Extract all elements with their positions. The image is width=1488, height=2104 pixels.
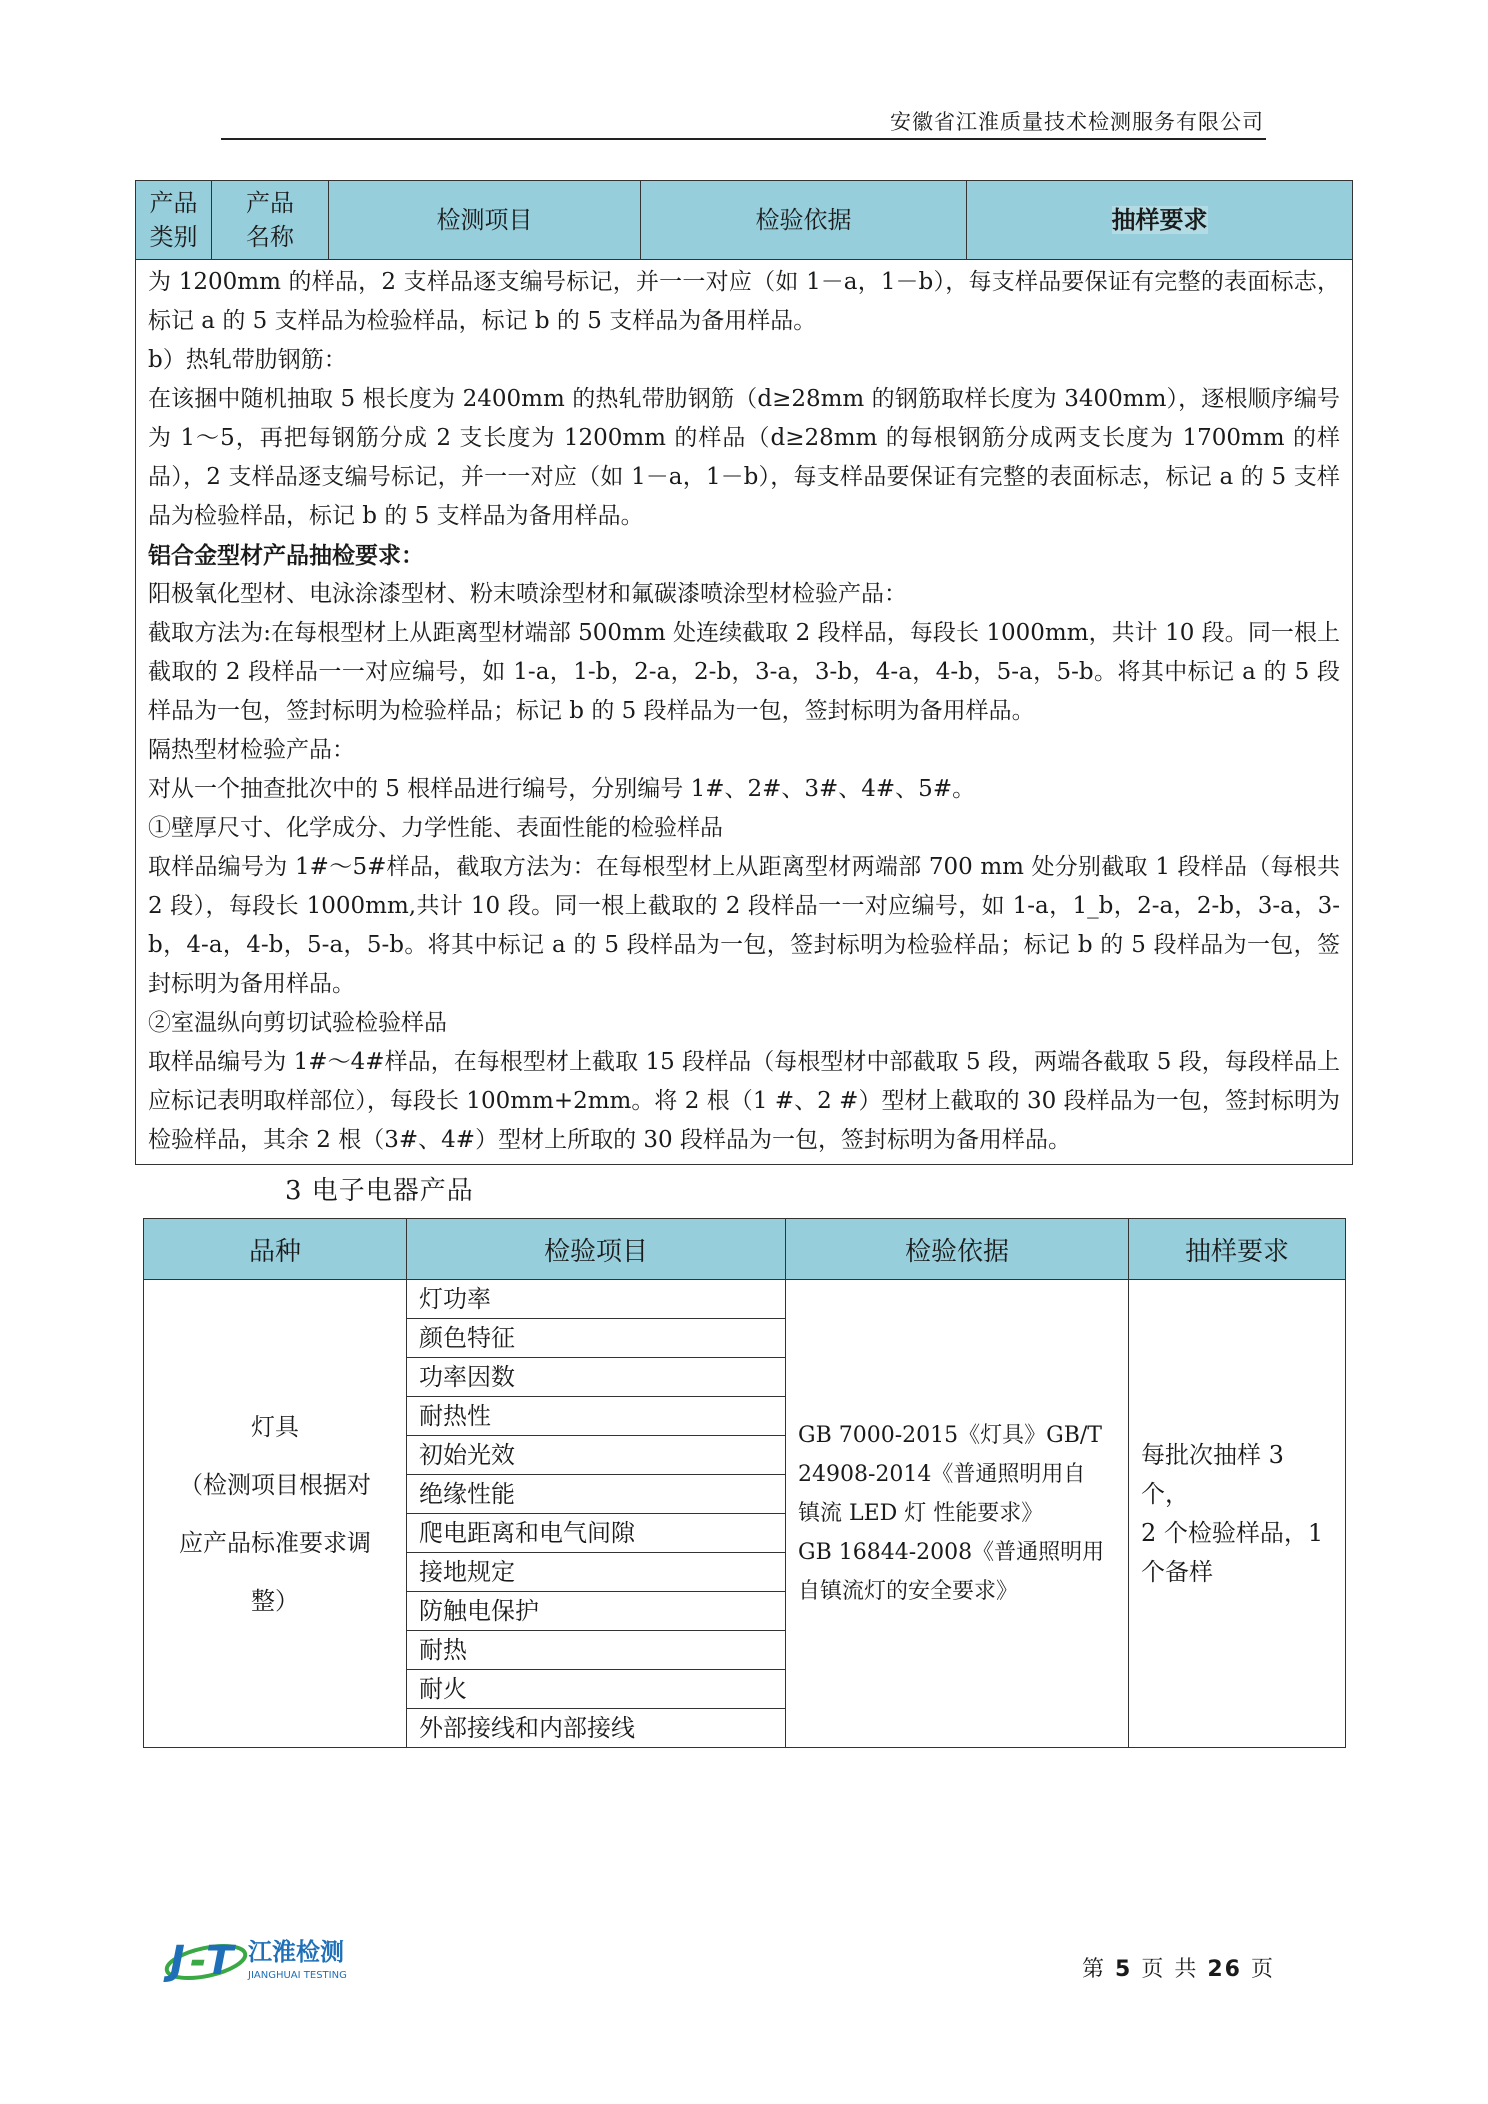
table-header-row [144,1219,1346,1280]
sampling-text-cell [136,260,1353,1165]
paragraph: 隔热型材检验产品： [148,737,355,763]
col-variety: 品种 [144,1219,407,1280]
sampling-requirement-cell [1129,1280,1346,1748]
sampling-requirements-table [135,180,1353,1165]
table-body-row [136,260,1353,1165]
paragraph: 截取方法为:在每根型材上从距离型材端部 500mm 处连续截取 2 段样品，每段长 1000mm，共计 10 段。同一根上截取的 2 段样品一一对应编号，如 1-a，1-b，2-a，2-b，3-a，3-b，4-a，4-b，5-a，5-b。将其中标记 a 的 5 段样品为一包，签封标明为检验样品；标记 b 的 5 段样品为一包，签封标明为备用样品。 [148,620,1340,724]
col-test-items: 检验项目 [407,1219,786,1280]
table-row [144,1280,1346,1319]
col-sampling-requirements [967,181,1353,260]
test-item-cell: 绝缘性能 [407,1475,786,1514]
page-current: 5 [1115,1957,1133,1982]
electrical-products-table [143,1218,1346,1748]
basis-line: GB 16844-2008《普通照明用 [798,1540,1105,1565]
svg-text:JIANGHUAI TESTING: JIANGHUAI TESTING [248,1970,347,1981]
col-test-basis: 检验依据 [786,1219,1129,1280]
paragraph: ②室温纵向剪切试验检验样品 [148,1010,447,1036]
page-number [1082,1952,1275,1983]
test-item-cell: 爬电距离和电气间隙 [407,1514,786,1553]
page-total: 26 [1207,1957,1242,1982]
requirement-line: 个备样 [1141,1557,1213,1586]
paragraph: 为 1200mm 的样品，2 支样品逐支编号标记，并一一对应（如 1－a，1－b），每支样品要保证有完整的表面标志，标记 a 的 5 支样品为检验样品，标记 b 的 5 支样品为备用样品。 [148,269,1340,334]
svg-text:T: T [206,1938,234,1984]
paragraph: ①壁厚尺寸、化学成分、力学性能、表面性能的检验样品 [148,815,723,841]
test-item-cell: 耐火 [407,1670,786,1709]
test-basis-cell [786,1280,1129,1748]
basis-line: 24908-2014《普通照明用自 [798,1462,1086,1487]
page-middle: 页 共 [1141,1957,1199,1982]
paragraph: 阳极氧化型材、电泳涂漆型材、粉末喷涂型材和氟碳漆喷涂型材检验产品： [148,581,907,607]
test-item-cell: 灯功率 [407,1280,786,1319]
page-prefix: 第 [1082,1957,1107,1982]
svg-text:-: - [190,1938,207,1984]
section-title: 3 电子电器产品 [285,1176,474,1206]
paragraph: 取样品编号为 1#～5#样品，截取方法为：在每根型材上从距离型材两端部 700 mm 处分别截取 1 段样品（每根共 2 段），每段长 1000mm,共计 10 段。同一根上截取的 2 段样品一一对应编号，如 1-a，1_b，2-a，2-b，3-a，3-b，4-a，4-b，5-a，5-b。将其中标记 a 的 5 段样品为一包，签封标明为检验样品；标记 b 的 5 段样品为一包，签封标明为备用样品。 [148,854,1340,997]
company-header: 安徽省江淮质量技术检测服务有限公司 [890,110,1264,134]
test-item-cell: 耐热 [407,1631,786,1670]
col-test-basis: 检验依据 [641,181,967,260]
variety-line: （检测项目根据对 [179,1470,371,1499]
header-sampling-requirements: 抽样要求 [1111,206,1208,234]
header-product-name: 产品 名称 [246,189,294,251]
test-item-cell: 颜色特征 [407,1319,786,1358]
basis-line: 镇流 LED 灯 性能要求》 [798,1501,1044,1526]
test-item-cell: 外部接线和内部接线 [407,1709,786,1748]
col-product-category [136,181,212,260]
variety-cell [144,1280,407,1748]
col-product-name [212,181,329,260]
table-body [144,1280,1346,1748]
paragraph: b）热轧带肋钢筋： [148,347,347,373]
col-test-items: 检测项目 [329,181,641,260]
page-suffix: 页 [1250,1957,1275,1982]
svg-text:J: J [170,1938,185,1984]
table-header-row [136,181,1353,260]
variety-line: 应产品标准要求调 [179,1528,371,1557]
test-item-cell: 接地规定 [407,1553,786,1592]
company-logo [162,1924,372,1998]
test-item-cell: 防触电保护 [407,1592,786,1631]
requirement-line: 2 个检验样品，1 [1141,1518,1324,1547]
paragraph: 在该捆中随机抽取 5 根长度为 2400mm 的热轧带肋钢筋（d≥28mm 的钢筋取样长度为 3400mm），逐根顺序编号为 1～5，再把每钢筋分成 2 支长度为 1200mm 的样品（d≥28mm 的每根钢筋分成两支长度为 1700mm 的样品），2 支样品逐支编号标记，并一一对应（如 1－a，1－b），每支样品要保证有完整的表面标志，标记 a 的 5 支样品为检验样品，标记 b 的 5 支样品为备用样品。 [148,386,1340,529]
basis-line: GB 7000-2015《灯具》GB/T [798,1423,1102,1448]
basis-line: 自镇流灯的安全要求》 [798,1579,1019,1604]
svg-text:江淮检测: 江淮检测 [248,1938,344,1966]
test-item-cell: 耐热性 [407,1397,786,1436]
paragraph: 取样品编号为 1#～4#样品，在每根型材上截取 15 段样品（每根型材中部截取 5 段，两端各截取 5 段，每段样品上应标记表明取样部位），每段长 100mm+2mm。将 2 根（1 #、2 #）型材上截取的 30 段样品为一包，签封标明为检验样品，其余 2 根（3#、4#）型材上所取的 30 段样品为一包，签封标明为备用样品。 [148,1049,1340,1153]
paragraph-heading: 铝合金型材产品抽检要求： [148,542,424,569]
requirement-line: 每批次抽样 3 个， [1141,1440,1284,1508]
col-sampling-requirements: 抽样要求 [1129,1219,1346,1280]
header-rule [221,138,1266,140]
header-product-category: 产品 类别 [149,189,198,251]
variety-line: 整） [251,1586,299,1615]
test-item-cell: 初始光效 [407,1436,786,1475]
test-item-cell: 功率因数 [407,1358,786,1397]
paragraph: 对从一个抽查批次中的 5 根样品进行编号，分别编号 1#、2#、3#、4#、5#。 [148,776,976,802]
variety-line: 灯具 [251,1412,299,1441]
jianghuai-logo-icon [162,1924,372,1994]
